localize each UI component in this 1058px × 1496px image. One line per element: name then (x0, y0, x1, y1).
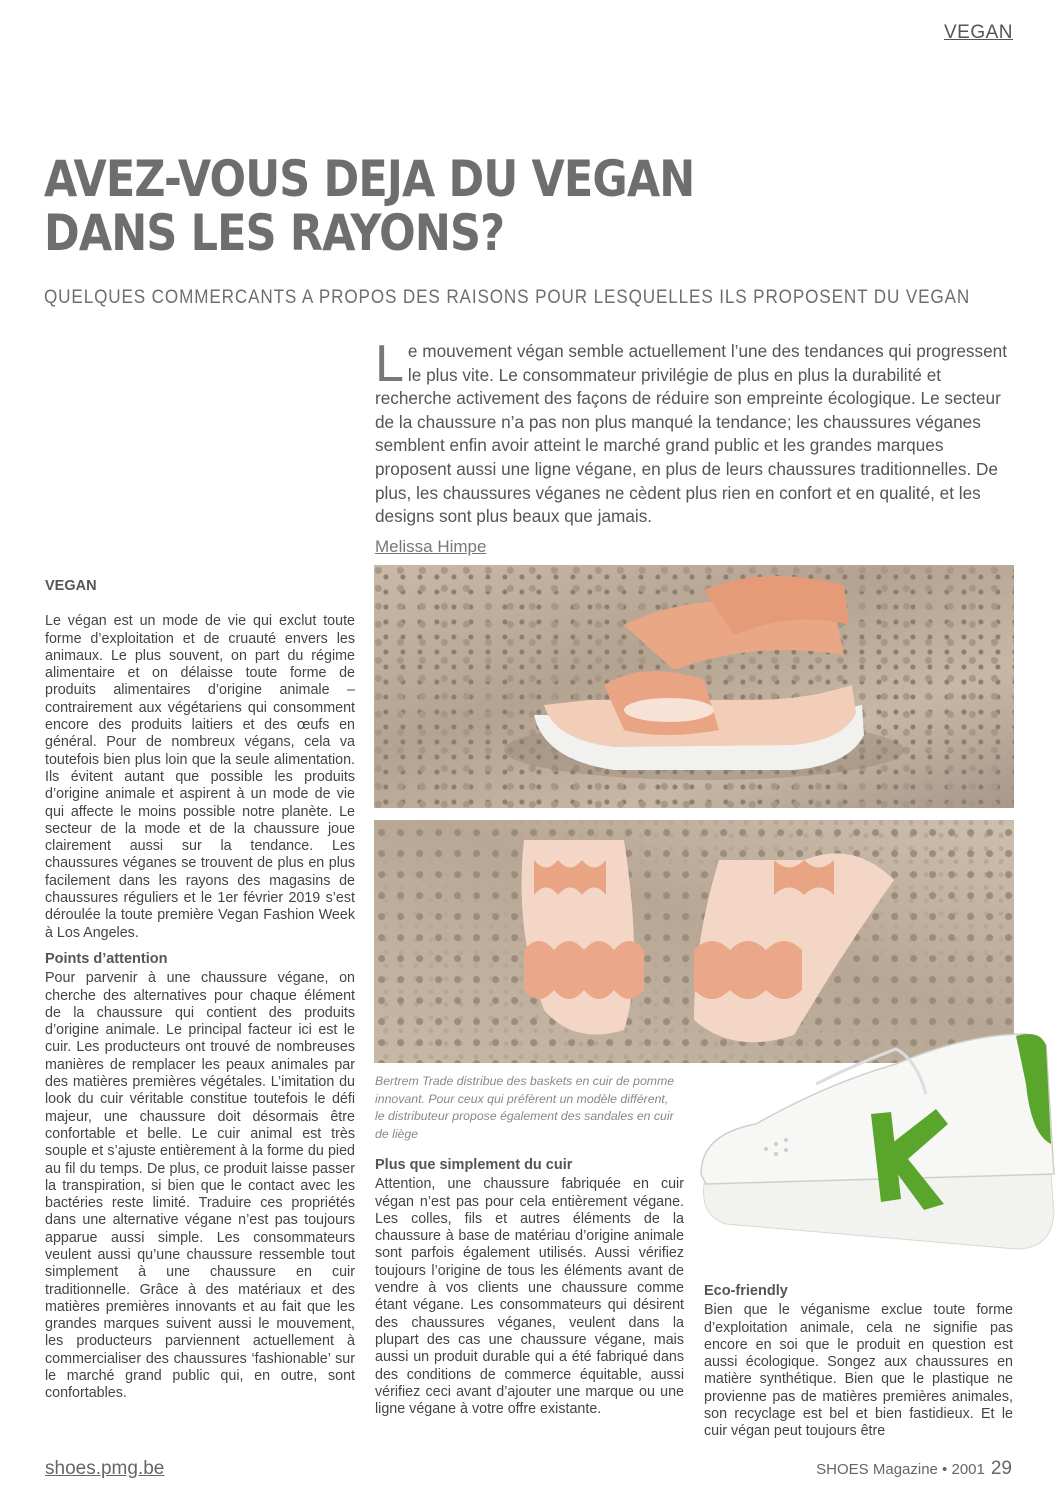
body-paragraph: Attention, une chaussure fabriquée en cuir végan n’est pas pour cela entièrement végane. Les colles, fils et autres éléments de la chaussure à base de matériau d’origine animale sont parfois également utilisés. Aussi vérifiez toujours l’origine de tous les éléments avant de vendre à vos clients une chaussure comme étant végane. Les consommateurs qui désirent des chaussures véganes, veulent dans la plupart des cas une chaussure végane, mais aussi un produit durable qui a été fabriqué dans des conditions de commerce équitable, aussi vérifiez ceci avant d’ajouter une marque ou une ligne végane à votre offre existante. (375, 1176, 684, 1418)
page-footer (816, 1458, 1012, 1480)
website-link[interactable]: shoes.pmg.be (45, 1458, 165, 1479)
intro-text: e mouvement végan semble actuellement l’une des tendances qui progressent le plus vite. Le consommateur privilégie de plus en plus la durabilité et recherche activement des façons de réduire son empreinte écologique. Le secteur de la chaussure n’a pas non plus manqué la tendance; les chaussures véganes semblent enfin avoir atteint le marché grand public et les grandes marques proposent aussi une ligne végane, en plus de leurs chaussures traditionnelles. De plus, les chaussures véganes ne cèdent plus rien en confort et en qualité, et les designs sont plus beaux que jamais. (375, 341, 1007, 527)
column-right (704, 1283, 1013, 1450)
author-byline[interactable]: Melissa Himpe (375, 537, 487, 556)
body-paragraph: Pour parvenir à une chaussure végane, on cherche des alternatives pour chaque élément de la chaussure qui contient des produits d’origine animale. Le principal facteur ici est le cuir. Les producteurs ont trouvé de nombreuses manières de remplacer les peaux animales par des matières premières végétales. L’imitation du look du cuir véritable constitue toutefois le défi majeur, une chaussure doit désormais être confortable et belle. Le cuir animal est très souple et s’ajuste entièrement à la forme du pied au fil du temps. De plus, ce produit laisse passer la transpiration, si bien que le contact avec les bactéries reste limité. Traduire ces propriétés dans une alternative végane n’est pas toujours apparue aussi simple. Les consommateurs veulent aussi qu’une chaussure ressemble tout simplement à une chaussure en cuir traditionnelle. Grâce à des matériaux et des matières premières innovants et au fait que les grandes marques suivent aussi le mouvement, les producteurs parviennent actuellement à commercialiser des chaussures ‘fashionable’ sur le marché grand public qui, en outre, sont confortables. (45, 970, 355, 1402)
section-heading-points: Points d’attention (45, 950, 168, 967)
drop-cap: L (375, 335, 404, 393)
article-title (44, 152, 818, 260)
section-heading-vegan: VEGAN (45, 578, 97, 594)
section-heading-eco: Eco-friendly (704, 1283, 788, 1299)
body-paragraph: Bien que le véganisme exclue toute forme d’exploitation animale, cela ne signifie pas encore en soi que le produit en question est aussi écologique. Songez aux chaussures en matière synthétique. Bien que le plastique ne provienne pas de matières premières animales, son recyclage est bel et bien fastidieux. Et le cuir végan peut toujours être (704, 1302, 1013, 1440)
sneaker-photo (686, 1024, 1058, 1264)
intro-paragraph (375, 335, 1015, 529)
column-middle (375, 1157, 684, 1427)
section-heading-cuir: Plus que simplement du cuir (375, 1157, 573, 1173)
article-subtitle: QUELQUES COMMERCANTS A PROPOS DES RAISONS POUR LESQUELLES ILS PROPOSENT DU VEGAN (44, 286, 971, 308)
column-left (45, 578, 355, 1412)
body-paragraph: Le végan est un mode de vie qui exclut toute forme d’exploitation et de cruauté envers les animaux. Le plus souvent, on part du régime alimentaire et on délaisse toute forme de produits alimentaires d’origine animale – contrairement aux végétariens qui consomment encore des produits laitiers et des œufs en général. Pour de nombreux végans, cela va toutefois bien plus loin que la seule alimentation. Ils évitent autant que possible les produits d’origine animale et aspirent à un mode de vie qui affecte le moins possible notre planète. Le secteur de la mode et de la chaussure joue clairement aussi sur la tendance. Les chaussures véganes se trouvent de plus en plus facilement dans les rayons des magasins de chaussures réguliers et le 1er février 2019 s’est déroulée la toute première Vegan Fashion Week à Los Angeles. (45, 613, 355, 941)
magazine-name: SHOES Magazine • 2001 (816, 1461, 985, 1478)
article-title-line1: AVEZ-VOUS DEJA DU VEGAN (44, 150, 695, 208)
section-tag[interactable]: VEGAN (943, 22, 1013, 43)
photo-caption: Bertrem Trade distribue des baskets en cuir de pomme innovant. Pour ceux qui préfèrent un modèle différent, le distributeur propose également des sandales en cuir de liège (375, 1074, 675, 1141)
article-title-line2: DANS LES RAYONS? (44, 204, 505, 262)
sandal-photo-side (374, 565, 1014, 808)
page-number: 29 (990, 1458, 1012, 1479)
